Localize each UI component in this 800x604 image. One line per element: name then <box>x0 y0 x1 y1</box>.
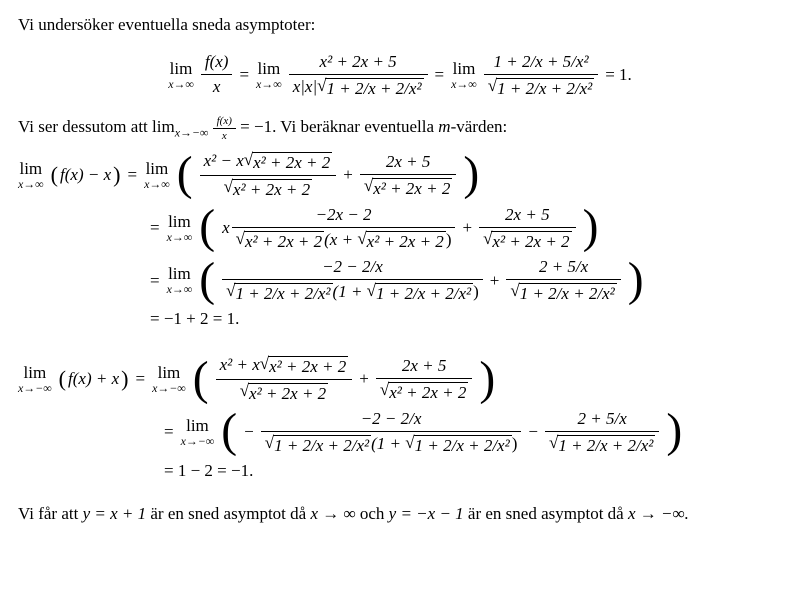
fraction <box>376 356 472 403</box>
big-paren-open: ( <box>221 405 238 458</box>
intro-paragraph <box>18 12 782 38</box>
big-paren-close: ) <box>463 148 480 201</box>
lim-subscript: x→∞ <box>166 229 193 244</box>
fraction <box>261 409 522 456</box>
lim-subscript: x→∞ <box>166 282 193 297</box>
numerator: f(x) <box>216 114 232 127</box>
equals-sign: = <box>434 64 445 84</box>
conclusion-text: är en sned asymptot då <box>150 504 307 524</box>
equation-line <box>18 148 782 201</box>
square-root <box>244 152 332 173</box>
equals-sign: = <box>239 64 250 84</box>
abs-x-term: x|x| <box>292 76 318 96</box>
numerator: 2x + 5 <box>385 151 431 171</box>
fraction <box>200 151 337 199</box>
square-root <box>239 380 328 404</box>
limit-argument <box>51 164 121 186</box>
lim-subscript: x→∞ <box>256 76 282 91</box>
radicand: x² + 2x + 2 <box>492 231 570 251</box>
minus-sign: − <box>528 422 538 442</box>
paren-term: (x + <box>324 229 354 249</box>
fraction <box>360 152 456 199</box>
lim-word: lim <box>186 415 209 435</box>
limit-operator <box>256 60 282 91</box>
fraction <box>479 205 575 252</box>
radicand: x² + 2x + 2 <box>366 231 444 251</box>
limit-operator <box>451 60 477 91</box>
radical-sign: √ <box>223 176 234 196</box>
lim-word: lim <box>168 264 191 284</box>
numerator <box>216 355 353 379</box>
fraction <box>484 52 598 99</box>
big-paren-open: ( <box>199 253 216 306</box>
lim-subscript: x→−∞ <box>174 125 209 140</box>
equals-sign: = <box>164 422 174 442</box>
paren-close: ) <box>445 229 452 249</box>
equation-line <box>150 309 782 329</box>
conclusion-text: är en sned asymptot då <box>467 504 624 524</box>
fraction <box>216 355 353 403</box>
equation-line <box>164 405 782 458</box>
radicand: x² + 2x + 2 <box>245 231 323 251</box>
square-root <box>265 435 371 456</box>
argument-text: f(x) − x <box>60 165 112 185</box>
lim-word: lim <box>257 58 281 78</box>
intro-text: Vi undersöker eventuella sneda asymptoter: <box>18 15 316 34</box>
limit-operator <box>18 364 52 395</box>
inline-limit <box>152 117 209 140</box>
numerator: x² + 2x + 5 <box>319 51 397 71</box>
numerator: −2 − 2/x <box>322 257 383 277</box>
equation-line <box>150 201 782 254</box>
display-equation-3 <box>18 352 782 481</box>
equation-line <box>164 461 782 481</box>
radicand: 1 + 2/x + 2/x² <box>519 284 615 304</box>
radical-sign: √ <box>259 354 270 374</box>
limit-operator <box>181 417 215 448</box>
denominator <box>222 279 483 304</box>
lim-word: lim <box>23 362 47 382</box>
paragraph-text: -värden: <box>450 117 508 137</box>
square-root <box>510 283 616 304</box>
numerator: −2 − 2/x <box>360 408 422 428</box>
radical-sign: √ <box>226 281 236 301</box>
equals-sign: = <box>150 217 160 237</box>
denominator <box>506 279 620 304</box>
radicand: 1 + 2/x + 2/x² <box>274 436 370 456</box>
paragraph-text: Vi ser dessutom att <box>18 117 148 137</box>
paren-close: ) <box>511 434 518 454</box>
square-root <box>260 356 348 377</box>
limit-direction: x → ∞ <box>310 504 356 524</box>
lim-subscript: x→−∞ <box>152 380 186 395</box>
equation-line <box>18 352 782 405</box>
paren-term: (1 + <box>332 282 363 302</box>
numerator: 2 + 5/x <box>577 408 627 428</box>
radical-sign: √ <box>405 433 415 453</box>
limit-operator <box>168 60 194 91</box>
x-factor: x <box>222 217 230 237</box>
paren-close: ) <box>121 366 129 392</box>
limit-operator <box>167 213 193 244</box>
minus-sign: − <box>244 422 254 442</box>
denominator: x <box>201 74 233 97</box>
lim-subscript: x→∞ <box>144 176 170 191</box>
lim-word: lim <box>452 58 476 78</box>
numerator <box>200 151 337 175</box>
conclusion-paragraph <box>18 501 782 527</box>
lim-word: lim <box>145 158 169 178</box>
equation-1 <box>18 52 782 99</box>
square-root <box>487 75 594 99</box>
plus-sign: + <box>343 165 353 185</box>
lim-subscript: x→−∞ <box>180 433 215 448</box>
product-group <box>222 205 455 252</box>
lim-word: lim <box>152 117 175 137</box>
denominator <box>216 379 353 404</box>
asymptote-formula: y = x + 1 <box>82 504 147 524</box>
radicand: x² + 2x + 2 <box>253 153 331 173</box>
denominator <box>360 174 456 199</box>
numerator: 1 + 2/x + 5/x² <box>493 51 589 71</box>
conclusion-text: och <box>359 504 385 524</box>
limit-operator <box>144 160 170 191</box>
lim-word: lim <box>157 362 181 382</box>
square-root <box>223 176 312 200</box>
inline-fraction <box>213 115 236 143</box>
m-variable: m <box>438 117 451 137</box>
numerator: 2x + 5 <box>505 204 550 224</box>
fraction <box>201 52 233 98</box>
denominator <box>232 227 456 252</box>
radicand: x² + 2x + 2 <box>249 383 327 403</box>
radicand: 1 + 2/x + 2/x² <box>558 436 654 456</box>
plus-sign: + <box>489 270 500 290</box>
limit-operator <box>18 160 44 191</box>
radicand: 1 + 2/x + 2/x² <box>235 284 331 304</box>
paragraph-text: = −1. Vi beräknar eventuella <box>240 117 435 137</box>
square-root <box>226 283 332 304</box>
square-root <box>367 283 473 304</box>
fraction <box>545 409 659 456</box>
square-root <box>235 228 324 252</box>
result-text: = −1 + 2 = 1. <box>150 309 240 329</box>
big-paren-close: ) <box>582 201 599 254</box>
fraction <box>222 257 483 304</box>
display-equation-2 <box>18 148 782 329</box>
square-root <box>317 75 423 99</box>
denominator <box>261 431 522 456</box>
big-paren-open: ( <box>176 148 193 201</box>
big-paren-close: ) <box>479 352 496 405</box>
radicand: 1 + 2/x + 2/x² <box>326 78 422 98</box>
radical-sign: √ <box>363 176 374 196</box>
radical-sign: √ <box>510 281 520 301</box>
paren-term: (1 + <box>371 434 402 454</box>
square-root <box>357 228 445 252</box>
numerator: −2x − 2 <box>315 204 372 224</box>
paren-open: ( <box>58 366 67 392</box>
radicand: 1 + 2/x + 2/x² <box>414 436 510 456</box>
paren-close: ) <box>113 162 121 188</box>
asymptote-formula: y = −x − 1 <box>388 504 464 524</box>
argument-text: f(x) + x <box>68 369 120 389</box>
equals-sign: = <box>150 270 160 290</box>
denominator <box>479 227 575 252</box>
paren-open: ( <box>50 162 59 188</box>
plus-sign: + <box>359 369 369 389</box>
radicand: 1 + 2/x + 2/x² <box>497 78 593 98</box>
radicand: x² + 2x + 2 <box>269 357 347 377</box>
radical-sign: √ <box>379 380 390 400</box>
radical-sign: √ <box>357 228 367 248</box>
square-root <box>405 435 511 456</box>
numerator: 2x + 5 <box>401 355 447 375</box>
radical-sign: √ <box>264 433 275 453</box>
radicand: x² + 2x + 2 <box>233 179 311 199</box>
lim-word: lim <box>169 58 193 78</box>
denominator: x <box>213 128 236 143</box>
lim-subscript: x→∞ <box>168 76 194 91</box>
lim-subscript: x→−∞ <box>18 380 52 395</box>
big-paren-open: ( <box>192 352 209 405</box>
equals-sign: = <box>127 165 138 185</box>
limit-operator <box>152 364 186 395</box>
fraction <box>232 205 456 252</box>
lim-subscript: x→∞ <box>18 176 44 191</box>
limit-operator <box>167 265 193 296</box>
square-root <box>549 435 655 456</box>
radical-sign: √ <box>239 380 250 400</box>
limit-direction: x → −∞. <box>627 504 689 524</box>
square-root <box>483 228 571 252</box>
equals-sign: = <box>135 369 146 389</box>
polynomial-term: x² − x <box>203 151 244 171</box>
radical-sign: √ <box>243 150 254 170</box>
denominator <box>289 74 428 99</box>
numerator: 2 + 5/x <box>538 257 589 277</box>
lim-word: lim <box>19 158 43 178</box>
numerator: f(x) <box>204 52 229 72</box>
denominator <box>376 378 472 403</box>
denominator <box>545 431 659 456</box>
square-root <box>380 382 468 403</box>
radical-sign: √ <box>366 281 377 301</box>
result-text: = 1. <box>605 64 632 84</box>
radical-sign: √ <box>483 228 493 248</box>
equation-line <box>150 253 782 306</box>
radicand: x² + 2x + 2 <box>373 179 451 199</box>
fraction <box>289 52 428 99</box>
radicand: 1 + 2/x + 2/x² <box>376 284 472 304</box>
radical-sign: √ <box>317 75 327 95</box>
paren-close: ) <box>473 282 479 302</box>
limit-argument <box>59 368 129 390</box>
second-paragraph <box>18 114 782 143</box>
big-paren-close: ) <box>666 405 683 458</box>
denominator <box>484 74 598 99</box>
denominator <box>200 175 337 200</box>
radical-sign: √ <box>235 228 245 248</box>
polynomial-term: x² + x <box>219 355 260 375</box>
big-paren-close: ) <box>627 253 644 306</box>
lim-subscript: x→∞ <box>451 76 477 91</box>
plus-sign: + <box>462 217 473 237</box>
radicand: x² + 2x + 2 <box>389 383 467 403</box>
radical-sign: √ <box>548 433 559 453</box>
conclusion-text: Vi får att <box>18 504 79 524</box>
big-paren-open: ( <box>199 201 216 254</box>
fraction <box>506 257 620 304</box>
radical-sign: √ <box>487 75 498 95</box>
result-text: = 1 − 2 = −1. <box>164 461 254 481</box>
square-root <box>364 178 452 199</box>
lim-word: lim <box>168 211 191 231</box>
